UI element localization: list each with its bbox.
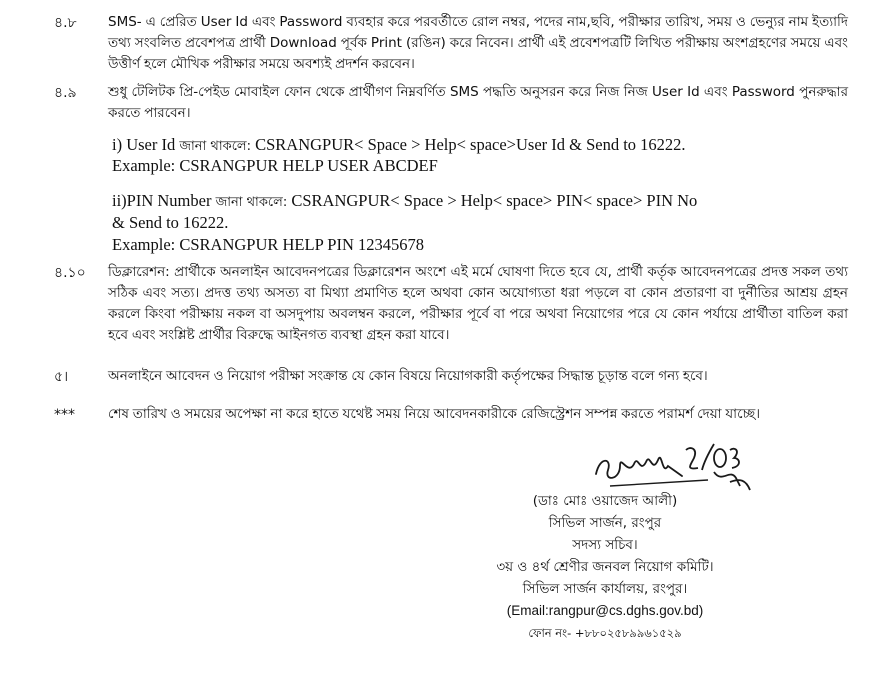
item-text-5: অনলাইনে আবেদন ও নিয়োগ পরীক্ষা সংক্রান্ত যে কোন বিষয়ে নিয়োগকারী কর্তৃপক্ষের সিদ্ধান্ত চূড়ান্ত বলে গন্য হবে। [108, 368, 708, 384]
item-number-note: *** [54, 407, 75, 423]
item-text-4-9: শুধু টেলিটক প্রি-পেইড মোবাইল ফোন থেকে প্রার্থীগণ নিম্নবর্ণিত SMS পদ্ধতি অনুসরন করে নিজ নিজ User Id এবং Password পুনরুদ্ধার করতে পারবেন। [108, 84, 848, 121]
signatory-title: সিভিল সার্জন, রংপুর [548, 515, 662, 531]
signature-block [440, 490, 770, 644]
sms-user-id-example: Example: CSRANGPUR HELP USER ABCDEF [112, 156, 438, 175]
sub2-rest: CSRANGPUR< Space > Help< space> PIN< space> PIN No [291, 191, 698, 210]
email-address: (Email:rangpur@cs.dghs.gov.bd) [506, 603, 704, 618]
sms-pin-line [112, 190, 697, 213]
sub2-label: ii)PIN Number [112, 191, 212, 210]
item-number-4-8: ৪.৮ [54, 15, 77, 31]
item-number-5: ৫। [54, 369, 69, 385]
item-text-note: শেষ তারিখ ও সময়ের অপেক্ষা না করে হাতে যথেষ্ট সময় নিয়ে আবেদনকারীকে রেজিস্ট্রেশন সম্পন্ন করতে পরামর্শ দেয়া যাচ্ছে। [108, 406, 761, 422]
office-name: সিভিল সার্জন কার্যালয়, রংপুর। [522, 581, 688, 597]
sub1-label: i) User Id [112, 135, 176, 154]
item-number-4-10: ৪.১০ [54, 265, 86, 281]
sub1-rest: CSRANGPUR< Space > Help< space>User Id & Send to 16222. [255, 135, 686, 154]
sms-pin-line-2: & Send to 16222. [112, 213, 229, 232]
signatory-name: (ডাঃ মোঃ ওয়াজেদ আলী) [532, 493, 678, 509]
sms-pin-example: Example: CSRANGPUR HELP PIN 12345678 [112, 235, 424, 254]
item-text-4-8: SMS- এ প্রেরিত User Id এবং Password ব্যবহার করে পরবর্তীতে রোল নম্বর, পদের নাম,ছবি, পরীক্ষার তারিখ, সময় ও ভেন্যুর নাম ইত্যাদি তথ্য সংবলিত প্রবেশপত্র প্রার্থী Download পূর্বক Print (রঙিন) করে নিবেন। প্রার্থী এই প্রবেশপত্রটি লিখিত পরীক্ষায় অংশগ্রহণের সময়ে এবং উত্তীর্ণ হলে মৌখিক পরীক্ষার সময়ে অবশ্যই প্রদর্শন করবেন। [108, 14, 848, 72]
item-number-4-9: ৪.৯ [54, 85, 77, 101]
committee-name: ৩য় ও ৪র্থ শ্রেণীর জনবল নিয়োগ কমিটি। [496, 559, 714, 575]
handwritten-signature [590, 436, 760, 496]
sms-user-id-line [112, 134, 686, 157]
signatory-role: সদস্য সচিব। [572, 537, 638, 553]
sub1-bn: জানা থাকলে: [179, 139, 251, 154]
sub2-bn: জানা থাকলে: [215, 195, 288, 210]
item-text-4-10: ডিক্লারেশন: প্রার্থীকে অনলাইন আবেদনপত্রের ডিক্লারেশন অংশে এই মর্মে ঘোষণা দিতে হবে যে, প্রার্থী কর্তৃক আবেদনপত্রের প্রদত্ত সকল তথ্য সঠিক এবং সত্য। প্রদত্ত তথ্য অসত্য বা মিথ্যা প্রমাণিত হলে অথবা কোন অযোগ্যতা ধরা পড়লে বা কোন প্রতারণা বা দুর্নীতির আশ্রয় গ্রহন করলে কিংবা পরীক্ষায় নকল বা অসদুপায় অবলম্বন করলে, পরীক্ষার পূর্বে বা পরে অথবা নিয়োগের পরে যে কোন পর্যায়ে প্রার্থীতা বাতিল করা হবে এবং সংশ্লিষ্ট প্রার্থীর বিরুদ্ধে আইনগত ব্যবস্থা গ্রহন করা যাবে। [108, 264, 848, 343]
phone-number: ফোন নং- +৮৮০২৫৮৯৯৬১৫২৯ [528, 626, 682, 640]
